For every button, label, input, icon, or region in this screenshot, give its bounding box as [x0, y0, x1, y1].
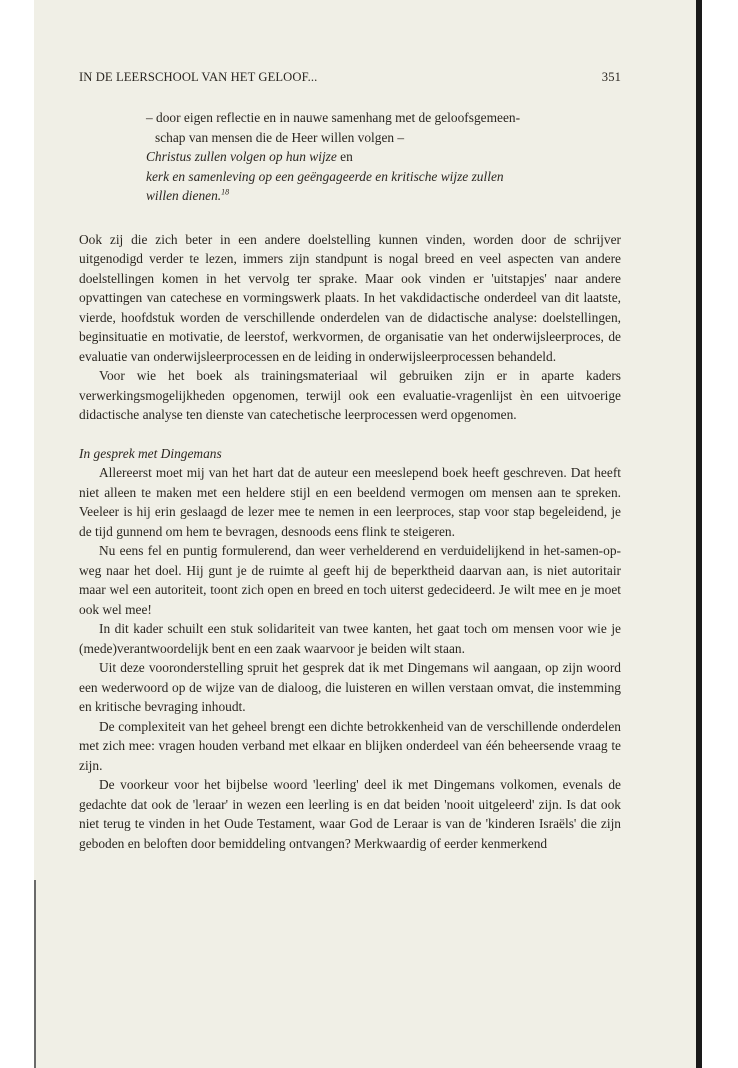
quote-line [146, 147, 621, 167]
quote-line: kerk en samenleving op een geëngageerde en kritische wijze zullen [146, 168, 504, 184]
binding-shadow [34, 880, 36, 1068]
paragraph: Ook zij die zich beter in een andere doelstelling kunnen vinden, worden door de schrijver uitgenodigd verder te lezen, immers zijn standpunt is nogal breed en veel aspecten van andere doelstellingen komen in het vervolg ter sprake. Maar ook vinden er 'uitstapjes' naar andere opvattingen van catechese en vormingswerk plaats. In het vakdidactische onderdeel van dit laatste, vierde, hoofdstuk worden de verschillende onderdelen van de didactische analyse: doelstellingen, beginsituatie en motivatie, de leerstof, werkvormen, de organisatie van het onderwijsleerproces, de evaluatie van onderwijsleerprocessen en de leiding in onderwijsleerprocessen behandeld. [79, 231, 621, 364]
running-title: IN DE LEERSCHOOL VAN HET GELOOF... [79, 70, 318, 84]
footnote-ref: 18 [221, 187, 230, 197]
quote-line: schap van mensen die de Heer willen volgen – [155, 129, 405, 145]
page-number: 351 [601, 70, 621, 84]
paragraph: Nu eens fel en puntig formulerend, dan weer verhelderend en verduidelijkend in het-samen-op-weg naar het doel. Hij gunt je de ruimte al geeft hij de beperktheid daarvan aan, is niet autoritair maar wel een autoriteit, toont zich open en breed en toch uiterst gedecideerd. Je wilt mee en je moet ook wel mee! [79, 543, 621, 617]
indented-quote [146, 108, 621, 206]
section-heading: In gesprek met Dingemans [79, 445, 222, 461]
body-text [79, 230, 621, 854]
paragraph: In dit kader schuilt een stuk solidariteit van twee kanten, het gaat toch om mensen voor wie je (mede)verantwoordelijk bent en een zaak waarvoor je beiden wilt staan. [79, 621, 621, 656]
page-content [79, 70, 621, 853]
paragraph: Voor wie het boek als trainingsmateriaal wil gebruiken zijn er in aparte kaders verwerkingsmogelijkheden opgenomen, terwijl ook een evaluatie-vragenlijst èn een uitvoerige didactische analyse ten dienste van catechetische leerprocessen werd opgenomen. [79, 368, 621, 423]
quote-text: en [336, 149, 353, 165]
quote-line [146, 186, 621, 206]
paragraph: De complexiteit van het geheel brengt een dichte betrokkenheid van de verschillende onderdelen met zich mee: vragen houden verband met elkaar en blijken onderdeel van één beheersende vraag te zijn. [79, 718, 621, 773]
running-head [79, 70, 621, 94]
paragraph: Allereerst moet mij van het hart dat de auteur een meeslepend boek heeft geschreven. Dat heeft niet alleen te maken met een heldere stijl en een beeldend vermogen om mensen aan te spreken. Veeleer is hij erin geslaagd de lezer mee te nemen in een leerproces, stap voor stap begeleidend, je de tijd gunnend om hem te bevragen, desnoods eens flink te steigeren. [79, 465, 621, 539]
quote-emphasis: Christus zullen volgen op hun wijze [146, 149, 337, 165]
quote-line: – door eigen reflectie en in nauwe samenhang met de geloofsgemeen- [146, 110, 521, 125]
paragraph: De voorkeur voor het bijbelse woord 'leerling' deel ik met Dingemans volkomen, evenals de gedachte dat ook de 'leraar' in wezen een leerling is en dat beiden 'nooit uitgeleerd' zijn. Is dat ook niet terug te vinden in het Oude Testament, waar God de Leraar is van de 'kinderen Israëls' die zijn geboden en beloften door bemiddeling ontvangen? Merkwaardig of eerder kenmerkend [79, 777, 621, 851]
quote-text: willen dienen. [146, 188, 222, 204]
scan-edge [696, 0, 702, 1068]
paragraph: Uit deze vooronderstelling spruit het gesprek dat ik met Dingemans wil aangaan, op zijn woord een wederwoord op de wijze van de dialoog, die luisteren en willen verstaan omvat, die instemming en kritische bevraging inhoudt. [79, 660, 621, 715]
